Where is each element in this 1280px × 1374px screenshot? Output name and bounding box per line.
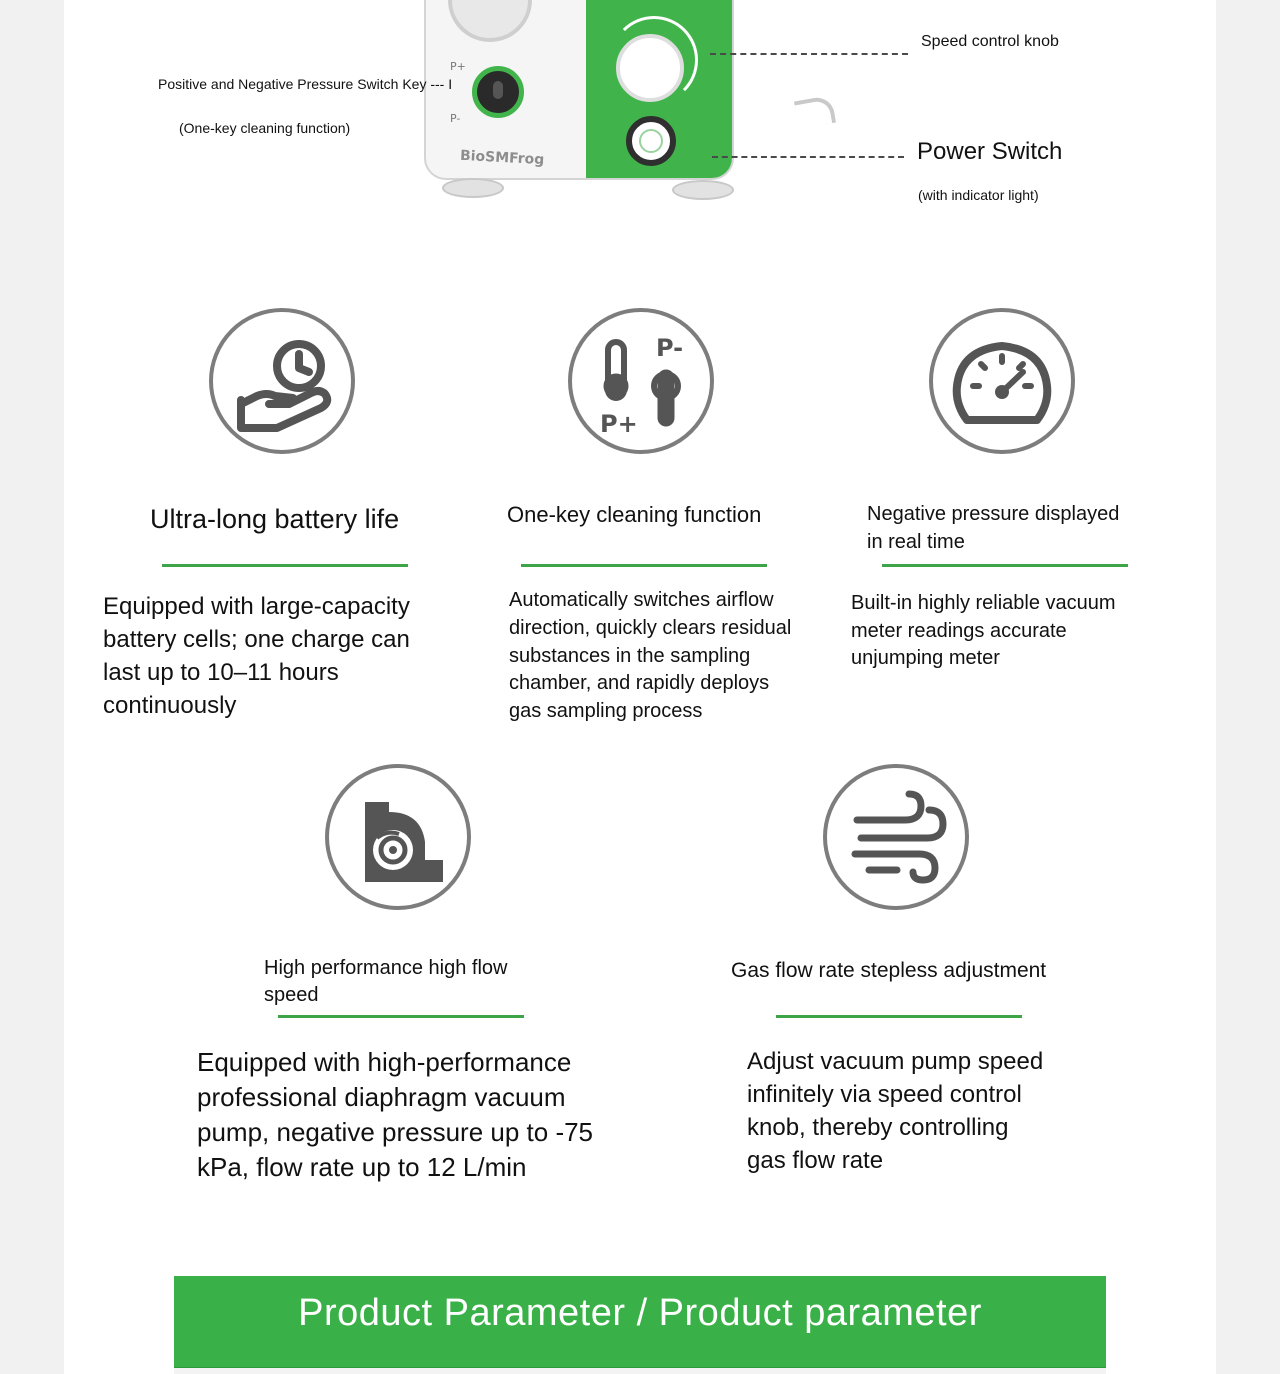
pump-icon [325,764,471,910]
feature-rule-wind [776,1015,1022,1018]
speed-control-knob [616,34,684,102]
device-illustration [424,0,730,194]
switch-pos-label: P+ [450,60,466,73]
feature-title-pump: High performance high flow speed [264,957,508,1006]
device-body [424,0,734,180]
hand-clock-icon [209,308,355,454]
brand-label: BioSMFrog [459,147,545,169]
feature-desc-pump: Equipped with high-performance professional diaphragm vacuum pump, negative pressure up to -75 kPa, flow rate up to 12 L/min [197,1047,594,1182]
feature-title-cleaning: One-key cleaning function [507,502,762,527]
feature-rule-cleaning [521,564,767,567]
callout-pressure-switch-note: (One-key cleaning function) [179,120,351,136]
feature-title-wind: Gas flow rate stepless adjustment [731,959,1047,982]
feature-rule-pump [278,1015,524,1018]
device-foot-left [442,178,504,198]
wind-icon [823,764,969,910]
leader-power-switch [712,156,904,158]
power-button [626,116,676,166]
gauge-icon [929,308,1075,454]
icon-label-neg: P- [656,334,684,362]
leader-speed-knob [710,53,908,55]
product-parameter-banner [174,1276,1106,1374]
callout-power-switch-note: (with indicator light) [918,187,1039,203]
feature-desc-wind: Adjust vacuum pump speed infinitely via speed control knob, thereby controlling gas flow rate [747,1048,1044,1174]
feature-title-gauge: Negative pressure displayed in real time [867,503,1120,553]
banner-strip [174,1367,1106,1374]
feature-title-battery: Ultra-long battery life [150,504,400,534]
feature-rule-gauge [882,564,1128,567]
callout-speed-knob: Speed control knob [921,33,1059,50]
switch-neg-label: P- [450,112,461,125]
pressure-gauge [448,0,532,42]
device-foot-right [672,180,734,200]
feature-desc-gauge: Built-in highly reliable vacuum meter readings accurate unjumping meter [851,592,1116,669]
feature-desc-cleaning: Automatically switches airflow direction, quickly clears residual substances in the sampling chamber, and rapidly deploys gas sampling process [509,589,792,723]
feature-rule-battery [162,564,408,567]
callout-pressure-switch: Positive and Negative Pressure Switch Key --- I [158,76,453,92]
pressure-switch-knob [472,66,524,118]
icon-label-pos: P+ [600,410,638,438]
feature-desc-battery: Equipped with large-capacity battery cells; one charge can last up to 10–11 hours continuously [103,593,410,719]
callout-power-switch: Power Switch [917,138,1063,165]
banner-title: Product Parameter / Product parameter [298,1292,982,1334]
toggle-switch-icon [568,308,714,454]
